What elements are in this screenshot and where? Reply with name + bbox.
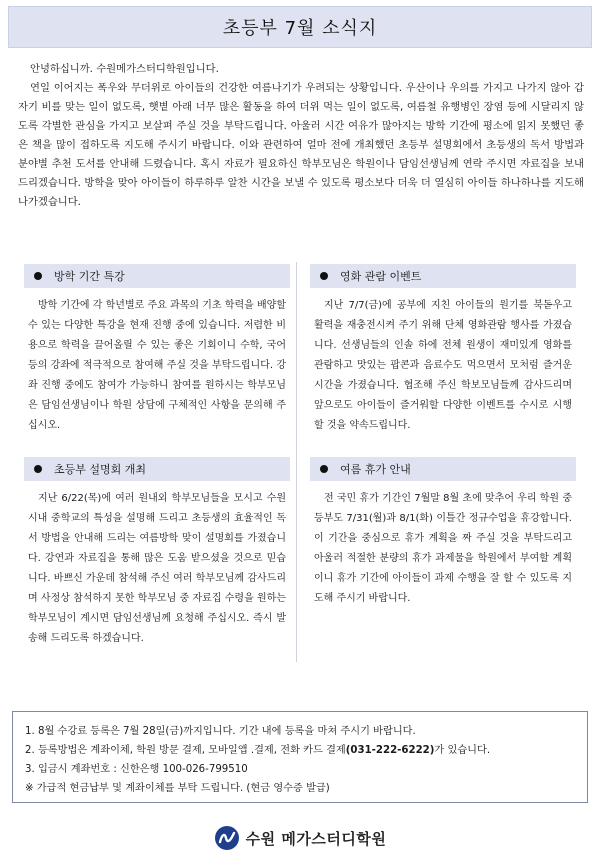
bullet-icon bbox=[320, 465, 328, 473]
section-body: 방학 기간에 각 학년별로 주요 과목의 기초 학력을 배양할 수 있는 다양한 특강을 현재 진행 중에 있습니다. 저렴한 비용으로 학력을 끌어올릴 수 있는 좋은 기회이니 수학, 국어 등의 강좌에 적극적으로 참여해 주실 것을 부탁드립니다. 강좌 진행 중에도 참여가 가능하니 참여를 원하시는 학부모님은 담임선생님이나 학원 상담에 구체적인 사항을 문의해 주십시오. bbox=[28, 300, 286, 431]
notice-line-2-suffix: 가 있습니다. bbox=[434, 745, 491, 756]
section-vacation-lectures bbox=[24, 264, 290, 436]
notice-line-3: 3. 입금시 계좌번호 : 신한은행 100-026-799510 bbox=[25, 764, 248, 775]
footer-brand bbox=[0, 818, 600, 858]
notice-phone-number: (031-222-6222) bbox=[345, 745, 435, 756]
notice-line-2 bbox=[25, 741, 575, 760]
section-briefing-session bbox=[24, 457, 290, 649]
section-heading bbox=[310, 264, 576, 288]
notice-line-4: ※ 가급적 현금납부 및 계좌이체를 부탁 드립니다. (현금 영수증 발급) bbox=[25, 783, 330, 794]
notice-line-2-text: 2. 등록방법은 계좌이체, 학원 방문 결제, 모바일앱 .결제, 전화 카드 결제 bbox=[25, 745, 346, 756]
intro-body: 연일 이어지는 폭우와 무더위로 아이들의 건강한 여름나기가 우려되는 상황입니다. 우산이나 우의를 가지고 나가지 않아 갑자기 비를 맞는 일이 없도록, 햇볕 아래 너무 많은 활동을 하여 더위 먹는 일이 없도록, 여름철 유행병인 장염 등에 시달리지 않도록 각별한 관심을 가지고 보살펴 주실 것을 부탁드립니다. 아울러 시간 여유가 많아지는 방학 기간에 평소에 읽지 못했던 좋은 책을 많이 접하도록 지도해 주시기 바랍니다. 이와 관련하여 얼마 전에 개최했던 초등부 설명회에서 초등생의 독서 방법과 분야별 추천 도서를 안내해 드렸습니다. 혹시 자료가 필요하신 학부모님은 학원이나 담임선생님께 연락 주시면 자료집을 보내 드리겠습니다. 방학을 맞아 아이들이 하루하루 알찬 시간을 보낼 수 있도록 평소보다 더욱 더 열심히 아이들 하나하나를 지도해 나가겠습니다. bbox=[18, 82, 584, 208]
section-body: 지난 7/7(금)에 공부에 지친 아이들의 원기를 북돋우고 활력을 재충전시켜 주기 위해 단체 영화관람 행사를 가졌습니다. 선생님들의 인솔 하에 전체 원생이 재미있게 영화를 관람하고 맛있는 팝콘과 음료수도 먹으면서 모처럼 즐거운 시간을 가졌습니다. 협조해 주신 학보모님들께 감사드리며 앞으로도 아이들이 즐거워할 다양한 이벤트를 수시로 시행할 것을 약속드립니다. bbox=[314, 300, 572, 431]
intro-letter bbox=[18, 60, 584, 212]
section-movie-event bbox=[310, 264, 576, 436]
section-heading bbox=[24, 264, 290, 288]
section-heading bbox=[310, 457, 576, 481]
notice-line-1: 1. 8월 수강료 등록은 7월 28일(금)까지입니다. 기간 내에 등록을 마쳐 주시기 바랍니다. bbox=[25, 726, 416, 737]
newsletter-title: 초등부 7월 소식지 bbox=[222, 18, 378, 39]
section-heading bbox=[24, 457, 290, 481]
section-summer-vacation bbox=[310, 457, 576, 609]
section-body: 전 국민 휴가 기간인 7월말 8월 초에 맞추어 우리 학원 중등부도 7/31(월)과 8/1(화) 이틀간 정규수업을 휴강합니다. 이 기간을 중심으로 휴가 계획을 짜 주실 것을 부탁드리고 아울러 적절한 분량의 휴가 과제물을 학원에서 부여할 계획이니 휴가 기간에 아이들이 과제 수행을 잘 할 수 있도록 지도해 주시기 바랍니다. bbox=[314, 493, 572, 604]
section-heading-label: 영화 관람 이벤트 bbox=[340, 270, 422, 283]
section-body: 지난 6/22(목)에 여러 원내외 학부모님들을 모시고 수원 시내 중학교의 특성을 설명해 드리고 초등생의 효율적인 독서 방법을 안내해 드리는 여름방학 맞이 설명회를 가졌습니다. 강연과 자료집을 통해 많은 도움 받으셨을 것으로 믿습니다. 바쁘신 가운데 참석해 주신 여러 학부모님께 감사드리며 사정상 참석하지 못한 학부모님 중 자료집 수령을 원하는 학부모님이 계시면 담임선생님께 요청해 주십시오. 즉시 발송해 드리도록 하겠습니다. bbox=[28, 493, 286, 644]
academy-name: 수원 메가스터디학원 bbox=[245, 829, 387, 848]
bullet-icon bbox=[320, 272, 328, 280]
megastudy-logo-icon bbox=[214, 825, 240, 851]
payment-notice-box bbox=[12, 711, 588, 803]
section-heading-label: 초등부 설명회 개최 bbox=[54, 463, 147, 476]
bullet-icon bbox=[34, 465, 42, 473]
newsletter-title-bar bbox=[8, 6, 592, 48]
column-divider bbox=[296, 262, 297, 662]
intro-greeting: 안녕하십니까. 수원메가스터디학원입니다. bbox=[30, 63, 219, 75]
bullet-icon bbox=[34, 272, 42, 280]
section-heading-label: 방학 기간 특강 bbox=[54, 270, 125, 283]
section-heading-label: 여름 휴가 안내 bbox=[340, 463, 411, 476]
